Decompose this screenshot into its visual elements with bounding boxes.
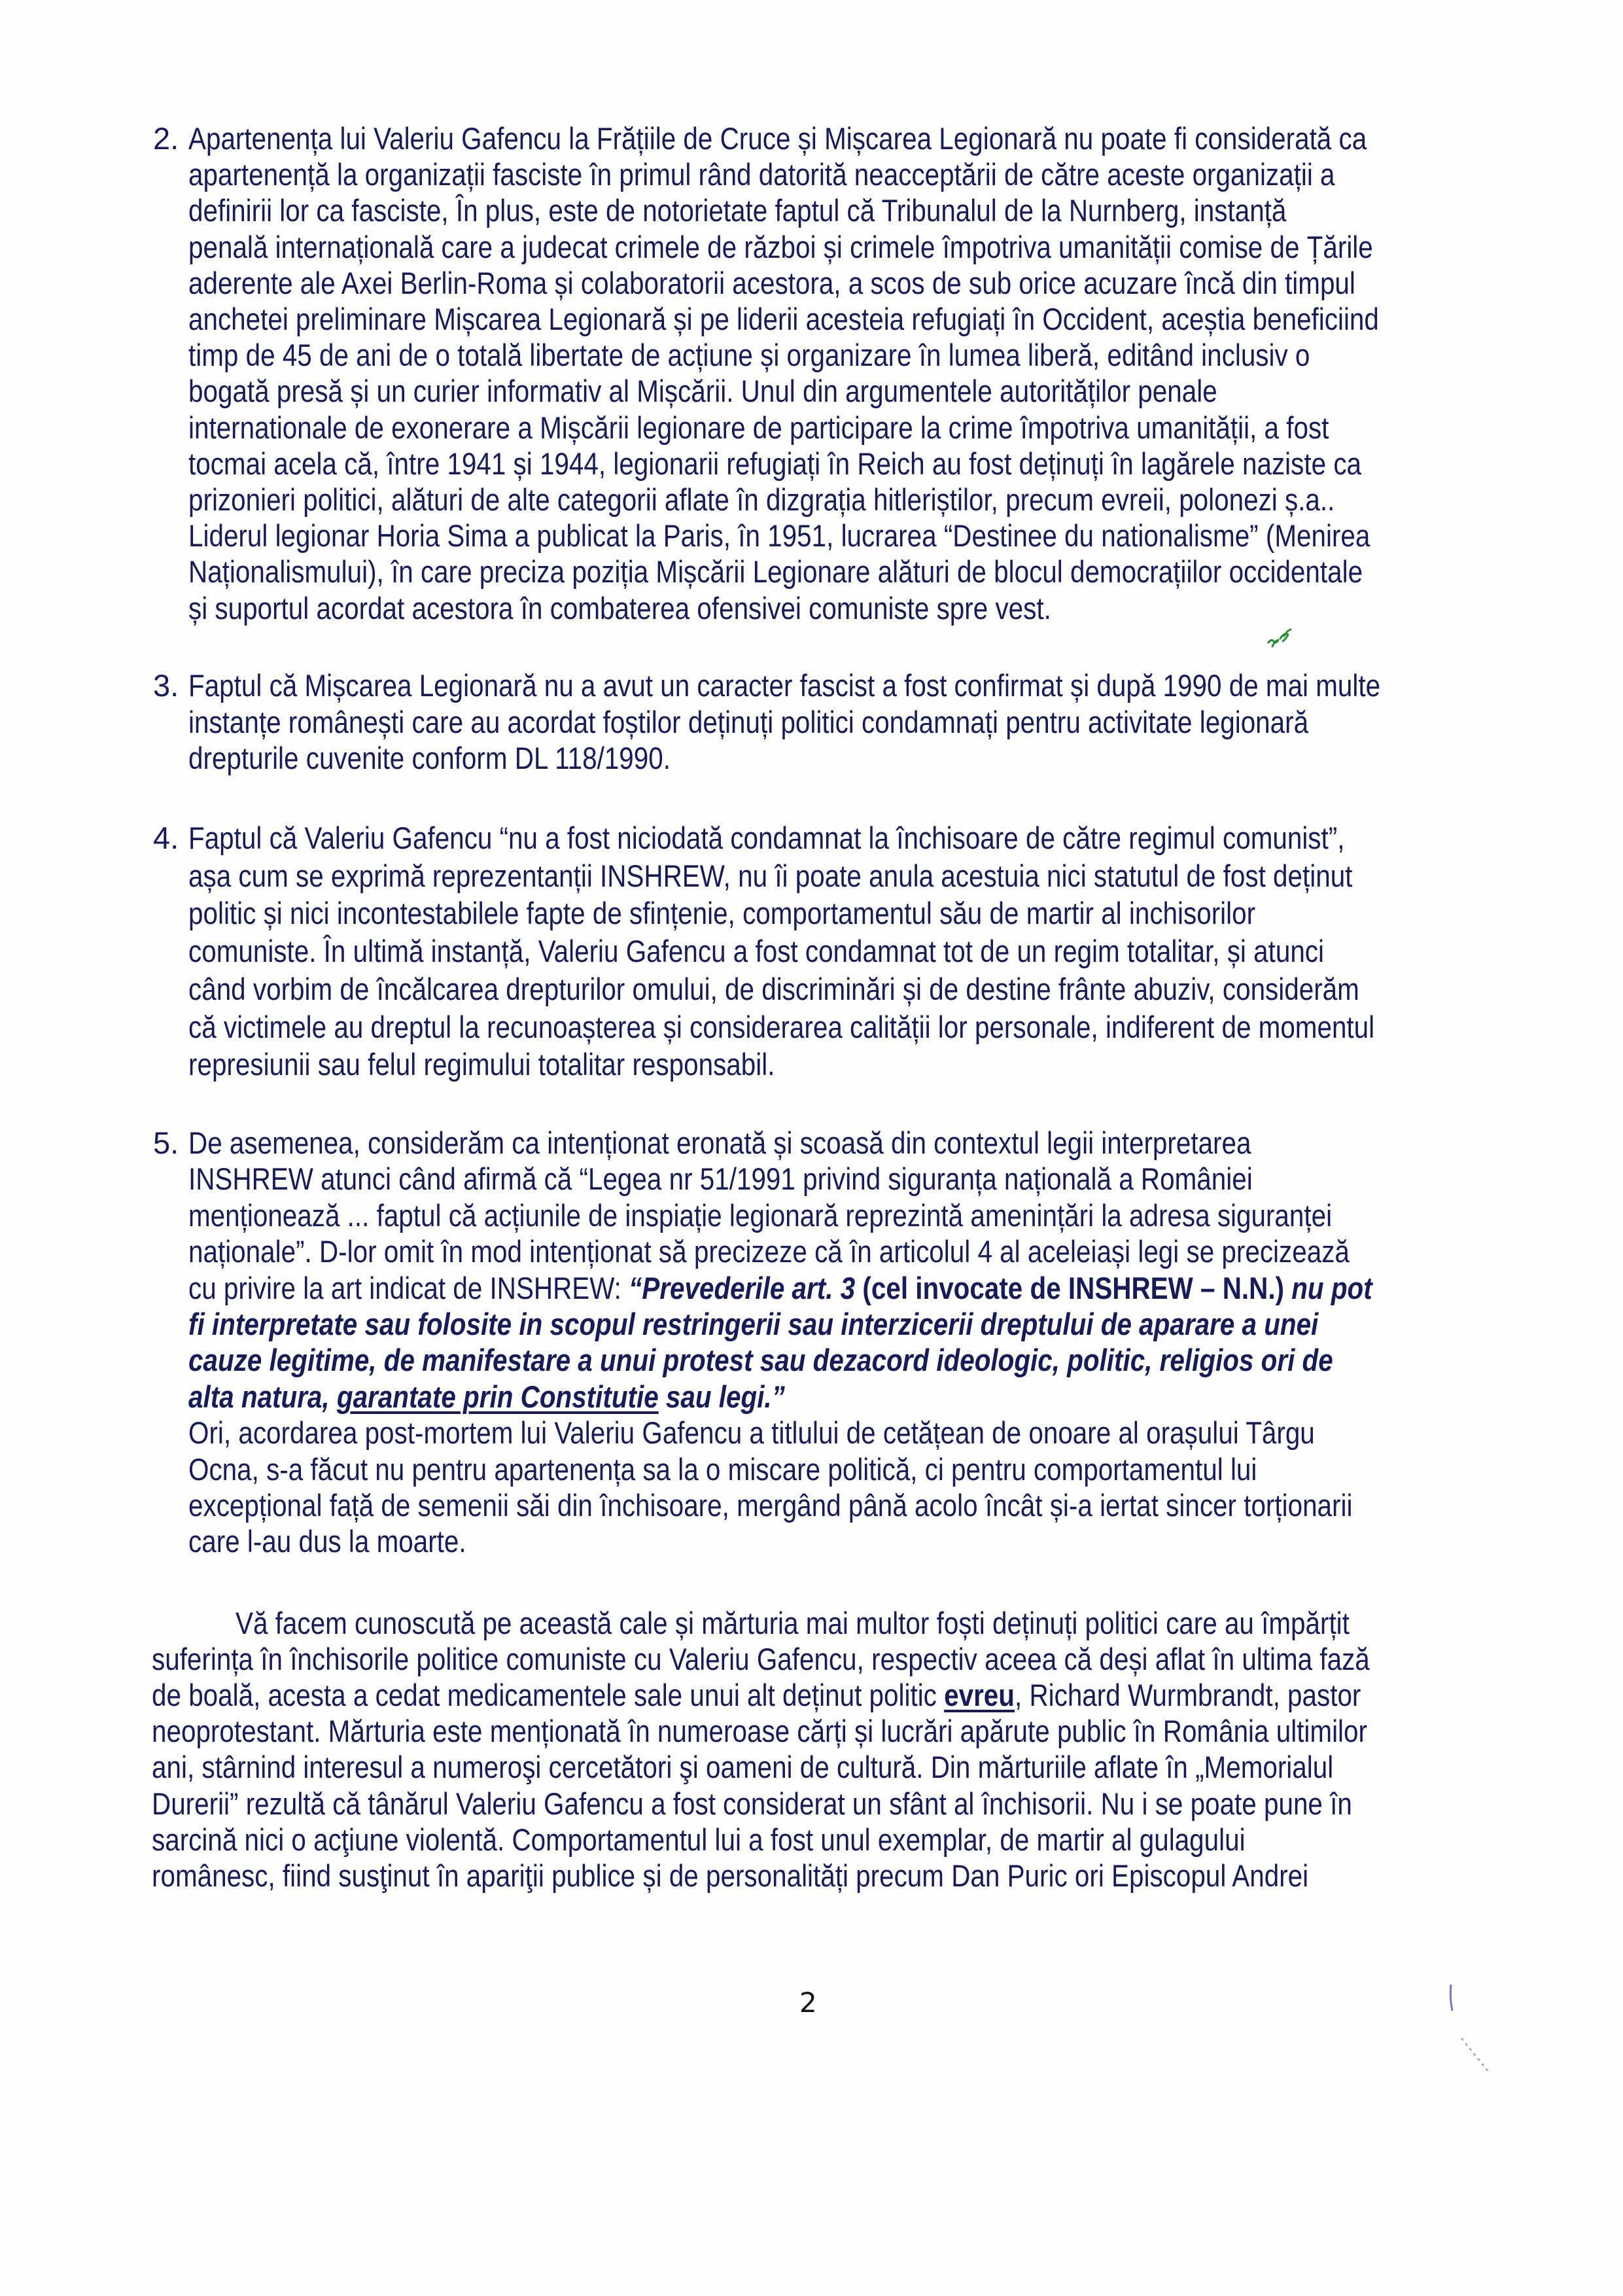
paragraph-line xyxy=(152,1678,1361,1713)
text-run: Faptul că Valeriu Gafencu “nu a fost niciodată condamnat la închisoare de către regimul comunist”, xyxy=(188,821,1345,855)
list-item-line xyxy=(188,410,1329,446)
list-item-line xyxy=(188,1125,1251,1161)
list-item-line xyxy=(188,1379,785,1415)
list-item-line xyxy=(188,1198,1332,1233)
text-run: Apartenența lui Valeriu Gafencu la Frățiile de Cruce și Mișcarea Legionară nu poate fi considerată ca xyxy=(188,121,1367,156)
text-run: comuniste. În ultimă instanță, Valeriu Gafencu a fost condamnat tot de un regim totalitar, și atunci xyxy=(188,934,1324,969)
text-run: Faptul că Mișcarea Legionară nu a avut un caracter fascist a fost confirmat și după 1990 de mai multe xyxy=(188,668,1381,703)
text-run: Naționalismului), în care preciza poziția Mișcării Legionare alături de blocul democrațiilor occidentale xyxy=(188,554,1363,590)
emphasized-text: cauze legitime, de manifestare a unui protest sau dezacord ideologic, politic, religios ori de xyxy=(188,1343,1333,1378)
text-run: Ori, acordarea post-mortem lui Valeriu Gafencu a titlului de cetățean de onoare al orașului Târgu xyxy=(188,1415,1315,1451)
list-item-line xyxy=(188,705,1308,740)
page-number: 2 xyxy=(799,1987,817,2019)
text-run: , Richard Wurmbrandt, pastor xyxy=(1014,1678,1361,1713)
list-item-line xyxy=(188,591,1051,626)
text-run: definirii lor ca fasciste, În plus, este de notorietate faptul că Tribunalul de la Nurnberg, instanță xyxy=(188,193,1287,228)
list-item-line xyxy=(188,1161,1253,1197)
text-run: cu privire la art indicat de INSHREW: xyxy=(188,1270,629,1305)
emphasized-text: “Prevederile art. 3 xyxy=(629,1270,863,1305)
list-item-line xyxy=(188,157,1335,192)
emphasized-text: sau legi.” xyxy=(658,1379,785,1414)
text-run: românesc, fiind susţinut în apariţii publice și de personalități precum Dan Puric ori Episcopul Andrei xyxy=(152,1858,1309,1893)
paragraph-line xyxy=(152,1750,1333,1785)
list-item-line xyxy=(188,338,1310,373)
list-item-line xyxy=(188,1415,1315,1451)
list-item-line xyxy=(188,1343,1333,1378)
list-item-line xyxy=(188,554,1363,590)
text-run: menționează ... faptul că acțiunile de inspiație legionară reprezintă amenințări la adresa siguranței xyxy=(188,1197,1333,1233)
text-run: excepțional față de semenii săi din închisoare, mergând până acolo încât și-a iertat sincer torționarii xyxy=(188,1488,1353,1523)
text-run: când vorbim de încălcarea drepturilor omului, de discriminări și de destine frânte abuziv, considerăm xyxy=(188,971,1359,1006)
paragraph-line xyxy=(152,1714,1367,1749)
list-item-number: 5. xyxy=(153,1125,179,1160)
emphasized-text: (cel invocate de INSHREW – N.N.) xyxy=(862,1270,1285,1305)
list-item-line xyxy=(188,193,1286,228)
list-item-line xyxy=(188,972,1359,1007)
text-run: Ocna, s-a făcut nu pentru apartenența sa la o miscare politică, ci pentru comportamentul lui xyxy=(188,1451,1257,1487)
paragraph-line xyxy=(152,1858,1308,1894)
list-item-line xyxy=(188,741,671,776)
text-run: sarcină nici o acţiune violentă. Comportamentul lui a fost unul exemplar, de martir al gulagului xyxy=(152,1822,1246,1857)
paragraph-line xyxy=(152,1822,1246,1858)
text-run: Liderul legionar Horia Sima a publicat la Paris, în 1951, lucrarea “Destinee du nationalisme” (Menirea xyxy=(188,518,1370,554)
text-run: Durerii” rezultă că tânărul Valeriu Gafencu a fost considerat un sfânt al închisorii. Nu i se poate pune în xyxy=(152,1786,1352,1821)
list-item-line xyxy=(188,121,1367,156)
text-run: așa cum se exprimă reprezentanții INSHREW, nu îi poate anula acestuia nici statutul de fost deținut xyxy=(188,858,1353,893)
text-run: și suportul acordat acestora în combaterea ofensivei comuniste spre vest. xyxy=(188,590,1051,626)
text-run: naționale”. D-lor omit în mod intenționat să precizeze că în articolul 4 al aceleiași legi se precizează xyxy=(188,1234,1350,1269)
text-run: anchetei preliminare Mișcarea Legionară și pe liderii acesteia refugiați în Occident, aceștia beneficiind xyxy=(188,302,1379,336)
list-item-line xyxy=(188,302,1379,337)
text-run: neoprotestant. Mărturia este menționată în numeroase cărți și lucrări apărute public în România ultimilor xyxy=(152,1714,1367,1749)
stray-pen-mark-icon xyxy=(1439,1966,1492,2077)
text-run: drepturile cuvenite conform DL 118/1990. xyxy=(188,741,671,776)
text-run: De asemenea, considerăm ca intenționat eronată și scoasă din contextul legii interpretarea xyxy=(188,1125,1251,1160)
list-item-line xyxy=(188,374,1217,409)
list-item-line xyxy=(188,230,1373,265)
list-item-line xyxy=(188,1524,466,1559)
text-run: politic și nici incontestabilele fapte de sfințenie, comportamentul său de martir al inchisorilor xyxy=(188,896,1256,931)
list-item-line xyxy=(188,1271,1372,1306)
list-item-number: 2. xyxy=(153,121,179,156)
text-run: de boală, acesta a cedat medicamentele sale unui alt deținut politic xyxy=(152,1678,945,1713)
paragraph-line xyxy=(152,1786,1352,1822)
emphasized-text: fi interpretate sau folosite in scopul restringerii sau interzicerii dreptului de aparare a unei xyxy=(188,1307,1319,1341)
list-item-line xyxy=(188,1047,775,1082)
list-item-line xyxy=(188,896,1255,931)
list-item-line xyxy=(188,821,1344,856)
list-item-line xyxy=(188,266,1355,301)
text-run: penală internațională care a judecat crimele de război și crimele împotriva umanității comise de Țările xyxy=(188,229,1373,264)
list-item-line xyxy=(188,1452,1257,1487)
text-run: apartenență la organizații fasciste în primul rând datorită neacceptării de către aceste organizații a xyxy=(188,157,1335,192)
text-run: internationale de exonerare a Mișcării legionare de participare la crime împotriva umanității, a fost xyxy=(188,410,1329,445)
list-item-line xyxy=(188,482,1335,518)
emphasized-text: nu pot xyxy=(1284,1270,1372,1305)
paragraph-line xyxy=(152,1642,1370,1677)
text-run: INSHREW atunci când afirmă că “Legea nr 51/1991 privind siguranța națională a României xyxy=(188,1161,1253,1197)
text-run: Vă facem cunoscută pe această cale și mărturia mai multor foști deținuți politici care au împărțit xyxy=(236,1606,1350,1640)
list-item-line xyxy=(188,934,1324,969)
text-run: bogată presă și un curier informativ al Mișcării. Unul din argumentele autorităților penale xyxy=(188,374,1217,409)
list-item-line xyxy=(188,518,1370,554)
text-run: represiunii sau felul regimului totalitar responsabil. xyxy=(188,1047,775,1082)
underlined-text: garantate prin Constitutie xyxy=(336,1379,659,1414)
text-run: ani, stârnind interesul a numeroşi cercetători şi oameni de cultură. Din mărturiile aflate în „Memorialul xyxy=(152,1750,1334,1785)
list-item-number: 4. xyxy=(153,821,179,855)
list-item-line xyxy=(188,668,1380,703)
list-item-number: 3. xyxy=(153,668,179,703)
text-run: tocmai acela că, între 1941 și 1944, legionarii refugiați în Reich au fost deținuți în lagărele naziste ca xyxy=(188,446,1362,481)
text-run: instanțe românești care au acordat foștilor deținuți politici condamnați pentru activitate legionară xyxy=(188,704,1309,739)
list-item-line xyxy=(188,1307,1318,1342)
paragraph-line xyxy=(236,1606,1350,1641)
green-ink-mark-icon xyxy=(1266,627,1295,650)
text-run: aderente ale Axei Berlin-Roma și colaboratorii acestora, a scos de sub orice acuzare încă din timpul xyxy=(188,265,1355,300)
list-item-line xyxy=(188,1488,1352,1523)
text-run: că victimele au dreptul la recunoașterea și considerarea calității lor personale, indiferent de momentul xyxy=(188,1009,1375,1044)
text-run: care l-au dus la moarte. xyxy=(188,1524,466,1559)
list-item-line xyxy=(188,858,1352,894)
text-run: suferința în închisorile politice comuniste cu Valeriu Gafencu, respectiv aceea că deși aflat în ultima fază xyxy=(152,1642,1370,1677)
text-run: prizonieri politici, alături de alte categorii aflate în dizgrația hitleriștilor, precum evreii, polonezi ș.a.. xyxy=(188,482,1335,517)
text-run: timp de 45 de ani de o totală libertate de acțiune și organizare în lumea liberă, editând inclusiv o xyxy=(188,338,1310,373)
list-item-line xyxy=(188,1234,1350,1269)
emphasized-text: alta natura, xyxy=(188,1379,337,1414)
list-item-line xyxy=(188,446,1361,482)
list-item-line xyxy=(188,1010,1374,1045)
underlined-text: evreu xyxy=(944,1678,1015,1713)
